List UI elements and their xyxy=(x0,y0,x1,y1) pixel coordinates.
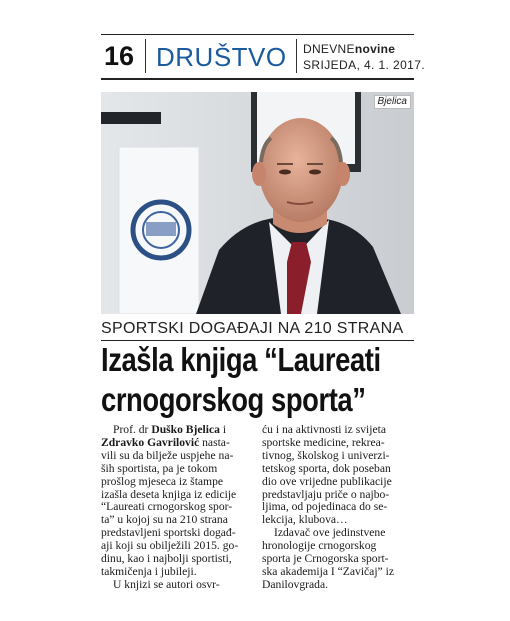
body-line: tivnog, školskog i univerzi- xyxy=(262,448,390,462)
header-divider xyxy=(296,39,297,73)
section-title: DRUŠTVO xyxy=(156,42,287,72)
body-line: sporta je Crnogorska sport- xyxy=(262,552,389,566)
article-photo xyxy=(101,92,414,314)
issue-date: SRIJEDA, 4. 1. 2017. xyxy=(303,58,426,72)
headline-line: crnogorskog sporta” xyxy=(101,381,366,418)
body-line: prošlog mjeseca iz štampe xyxy=(101,474,224,488)
body-line: aji koji su obilježili 2015. go- xyxy=(101,539,239,553)
body-line: Danilovgrada. xyxy=(262,577,328,591)
newspaper-name-bold: novine xyxy=(354,42,396,56)
body-line: “Laureati crnogorskog spor- xyxy=(101,500,233,514)
article-kicker: SPORTSKI DOGAĐAJI NA 210 STRANA xyxy=(101,320,404,337)
body-line: ska akademija I “Zavičaj” iz xyxy=(262,564,394,578)
portrait-illustration xyxy=(101,92,414,314)
body-line: hronologije crnogorskog xyxy=(262,539,377,553)
body-line: ta” u kojoj su na 210 strana xyxy=(101,513,228,527)
body-line: lekcija, klubova… xyxy=(262,513,348,527)
body-line: predstavljaju priče o najbo- xyxy=(262,487,390,501)
body-line: Izdavač ove jedinstvene xyxy=(274,526,386,540)
body-line: sportske medicine, rekrea- xyxy=(262,435,385,449)
article-body-column-2 xyxy=(262,424,413,592)
body-line: U knjizi se autori osvr- xyxy=(113,577,220,591)
header-bottom-rule xyxy=(101,78,414,80)
author-name: Duško Bjelica xyxy=(151,423,220,436)
body-line: ljima, od pojedinaca do se- xyxy=(262,500,388,514)
body-line: dio ove vrijedne publikacije xyxy=(262,474,392,488)
body-line: tetskog sporta, dok poseban xyxy=(262,461,391,475)
body-line: ću i na aktivnosti iz svijeta xyxy=(262,423,386,436)
photo-credit: Bjelica xyxy=(374,95,411,109)
article-body-column-1 xyxy=(101,424,252,592)
article-headline xyxy=(101,340,381,420)
body-line: vili su da bilježe uspjehe na- xyxy=(101,448,234,462)
body-line: takmičenja i jubileji. xyxy=(101,564,197,578)
newspaper-name xyxy=(303,42,395,56)
body-line: izašla deseta knjiga iz edicije xyxy=(101,487,237,501)
body-line: ših sportista, pa je tokom xyxy=(101,461,218,475)
body-line: Zdravko Gavrilović nasta- xyxy=(101,435,230,449)
header-divider xyxy=(145,39,146,73)
body-line: predstavljeni sportski događ- xyxy=(101,526,236,540)
body-line: dinu, kao i najbolji sportisti, xyxy=(101,552,232,566)
page-number: 16 xyxy=(104,41,135,71)
headline-line: Izašla knjiga “Laureati xyxy=(101,341,381,378)
author-name: Zdravko Gavrilović xyxy=(101,435,200,449)
newspaper-name-prefix: DNEVNE xyxy=(303,42,355,56)
header-top-rule xyxy=(101,34,414,35)
body-line: Prof. dr Duško Bjelica i xyxy=(113,423,227,436)
